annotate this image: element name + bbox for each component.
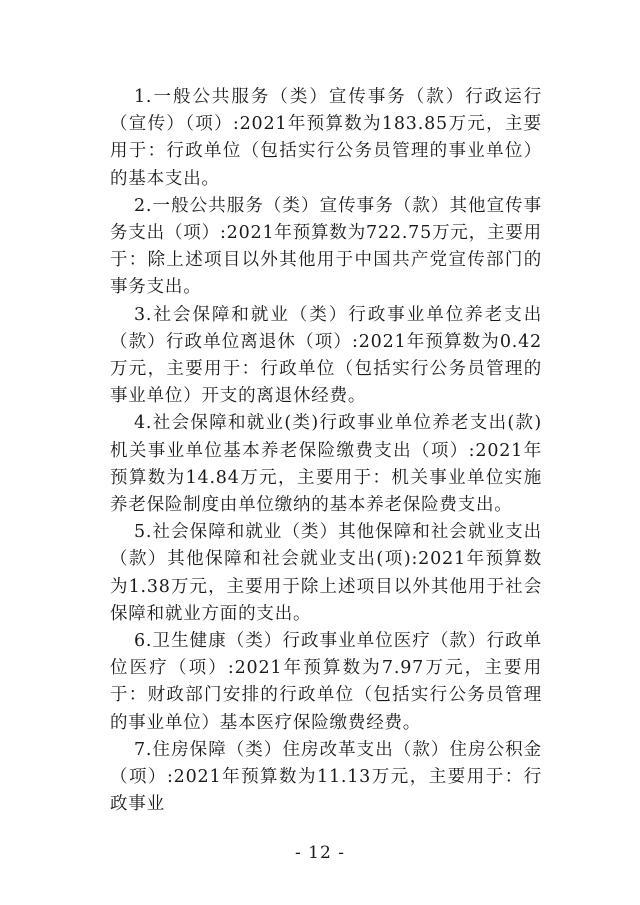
paragraph-item-2: 2.一般公共服务（类）宣传事务（款）其他宣传事务支出（项）:2021年预算数为722.75万元，主要用于：除上述项目以外其他用于中国共产党宣传部门的事务支出。 [110,195,542,298]
paragraph-item-1: 1.一般公共服务（类）宣传事务（款）行政运行（宣传）（项）:2021年预算数为183.85万元，主要用于：行政单位（包括实行公务员管理的事业单位）的基本支出。 [110,87,542,189]
page-number: - 12 - [295,843,345,863]
paragraph-item-3: 3.社会保障和就业（类）行政事业单位养老支出（款）行政单位离退休（项）:2021年预算数为0.42万元，主要用于：行政单位（包括实行公务员管理的事业单位）开支的离退休经费。 [110,304,542,407]
paragraph-item-5: 5.社会保障和就业（类）其他保障和社会就业支出（款）其他保障和社会就业支出(项):2021年预算数为1.38万元，主要用于除上述项目以外其他用于社会保障和就业方面的支出。 [110,522,542,624]
paragraph-item-6: 6.卫生健康（类）行政事业单位医疗（款）行政单位医疗（项）:2021年预算数为7.97万元，主要用于：财政部门安排的行政单位（包括实行公务员管理的事业单位）基本医疗保险缴费经费。 [110,631,542,733]
document-body [110,84,561,818]
paragraph-item-4: 4.社会保障和就业(类)行政事业单位养老支出(款) 机关事业单位基本养老保险缴费支出（项）:2021年预算数为14.84万元，主要用于：机关事业单位实施养老保险制度由单位缴纳的基本养老保险费支出。 [110,413,561,516]
paragraph-item-7: 7.住房保障（类）住房改革支出（款）住房公积金（项）:2021年预算数为11.13万元，主要用于：行政事业 [110,739,542,815]
